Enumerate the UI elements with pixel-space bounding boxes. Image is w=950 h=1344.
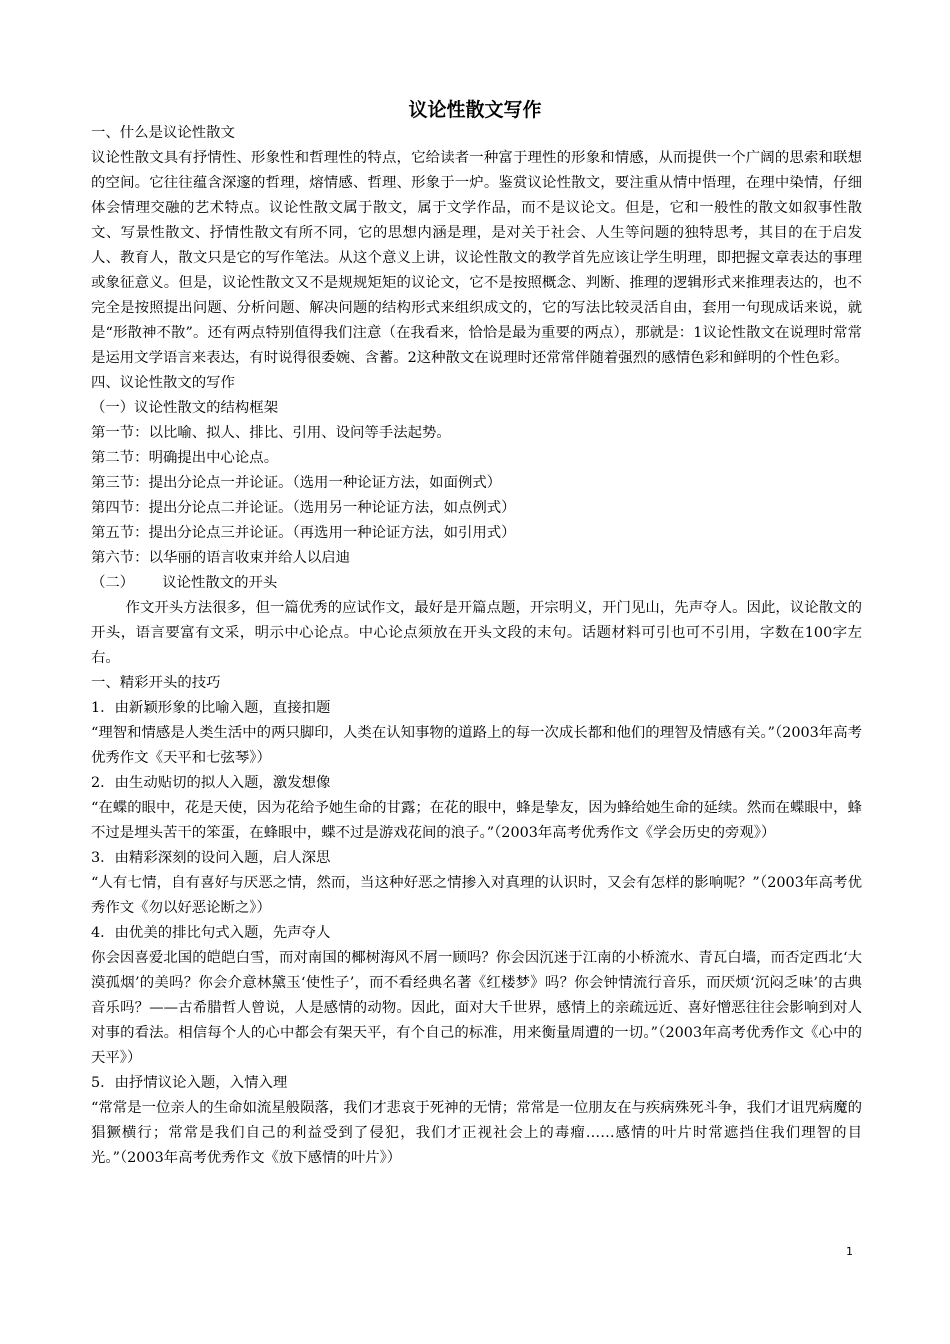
subsection-heading-2 (91, 571, 862, 596)
document-title: 议论性散文写作 (408, 99, 542, 121)
framework-item: 第二节：明确提出中心论点。 (91, 450, 279, 466)
framework-item: 第四节：提出分论点二并论证。（选用另一种论证方法，如点例式） (91, 500, 516, 516)
subsection-number: （二） (91, 575, 135, 591)
subsection-title: 议论性散文的开头 (162, 575, 278, 591)
section-1-paragraph: 议论性散文具有抒情性、形象性和哲理性的特点，它给读者一种富于理性的形象和情感，从而提供一个广阔的思索和联想的空间。它往往蕴含深邃的哲理，熔情感、哲理、形象于一炉。鉴赏议论性散文，要注重从情中悟理，在理中染情，仔细体会情理交融的艺术特点。议论性散文属于散文，属于文学作品，而不是议论文。但是，它和一般性的散文如叙事性散文、写景性散文、抒情性散文有所不同，它的思想内涵是理，是对关于社会、人生等问题的独特思考，其目的在于启发人、教育人，散文只是它的写作笔法。从这个意义上讲，议论性散文的教学首先应该让学生明理，即把握文章表达的事理或象征意义。但是，议论性散文又不是规规矩矩的议论文，它不是按照概念、判断、推理的逻辑形式来推理表达的，也不完全是按照提出问题、分析问题、解决问题的结构形式来组织成文的，它的写法比较灵活自由，套用一句现成话来说，就是“形散神不散”。还有两点特别值得我们注意（在我看来，恰恰是最为重要的两点），那就是：1议论性散文在说理时常常是运用文学语言来表达，有时说得很委婉、含蓄。2这种散文在说理时还常常伴随着强烈的感情色彩和鲜明的个性色彩。 (91, 150, 862, 366)
tip-heading: 2．由生动贴切的拟人入题，激发想像 (91, 775, 331, 791)
subsection-heading-1: （一）议论性散文的结构框架 (91, 400, 279, 416)
framework-item: 第五节：提出分论点三并论证。（再选用一种论证方法，如引用式） (91, 525, 516, 541)
opening-paragraph: 作文开头方法很多，但一篇优秀的应试作文，最好是开篇点题，开宗明义，开门见山，先声夺人。因此，议论散文的开头，语言要富有文采，明示中心论点。中心论点须放在开头文段的末句。话题材料可引也可不引用，字数在100字左右。 (91, 600, 862, 666)
framework-item: 第三节：提出分论点一并论证。（选用一种论证方法，如面例式） (91, 475, 502, 491)
tip-heading: 3．由精彩深刻的设问入题，启人深思 (91, 850, 331, 866)
section-heading-1: 一、什么是议论性散文 (91, 125, 235, 141)
tip-example: “常常是一位亲人的生命如流星般陨落，我们才悲哀于死神的无情；常常是一位朋友在与疾病殊死斗争，我们才诅咒病魔的猖獗横行；常常是我们自己的利益受到了侵犯，我们才正视社会上的毒瘤……感情的叶片时常遮挡住我们理智的目光。”（2003年高考优秀作文《放下感情的叶片》） (91, 1100, 862, 1166)
tip-example: “理智和情感是人类生活中的两只脚印，人类在认知事物的道路上的每一次成长都和他们的理智及情感有关。”（2003年高考优秀作文《天平和七弦琴》） (91, 725, 862, 766)
tip-example: “在蝶的眼中，花是天使，因为花给予她生命的甘露；在花的眼中，蜂是挚友，因为蜂给她生命的延续。然而在蝶眼中，蜂不过是埋头苦干的笨蛋，在蜂眼中，蝶不过是游戏花间的浪子。”（2003年高考优秀作文《学会历史的旁观》） (91, 800, 862, 841)
tip-example: “人有七情，自有喜好与厌恶之情，然而，当这种好恶之情掺入对真理的认识时，又会有怎样的影响呢？”（2003年高考优秀作文《勿以好恶论断之》） (91, 875, 862, 916)
framework-item: 第一节：以比喻、拟人、排比、引用、设问等手法起势。 (91, 425, 451, 441)
tips-heading: 一、精彩开头的技巧 (91, 675, 221, 691)
tip-example: 你会因喜爱北国的皑皑白雪，而对南国的椰树海风不屑一顾吗？你会因沉迷于江南的小桥流水、青瓦白墙，而否定西北‘大漠孤烟’的美吗？你会介意林黛玉‘使性子’，而不看经典名著《红楼梦》吗？你会钟情流行音乐，而厌烦‘沉闷乏味’的古典音乐吗？——古希腊哲人曾说，人是感情的动物。因此，面对大千世界，感情上的亲疏远近、喜好憎恶往往会影响到对人对事的看法。相信每个人的心中都会有架天平，有个自己的标准，用来衡量周遭的一切。”（2003年高考优秀作文《心中的天平》） (91, 950, 862, 1066)
framework-item: 第六节：以华丽的语言收束并给人以启迪 (91, 550, 351, 566)
tip-heading: 1．由新颖形象的比喻入题，直接扣题 (91, 700, 331, 716)
tip-heading: 4．由优美的排比句式入题，先声夺人 (91, 925, 331, 941)
document-body (91, 121, 862, 1171)
tip-heading: 5．由抒情议论入题，入情入理 (91, 1075, 288, 1091)
section-heading-4: 四、议论性散文的写作 (91, 375, 235, 391)
page-number: 1 (846, 1245, 853, 1258)
